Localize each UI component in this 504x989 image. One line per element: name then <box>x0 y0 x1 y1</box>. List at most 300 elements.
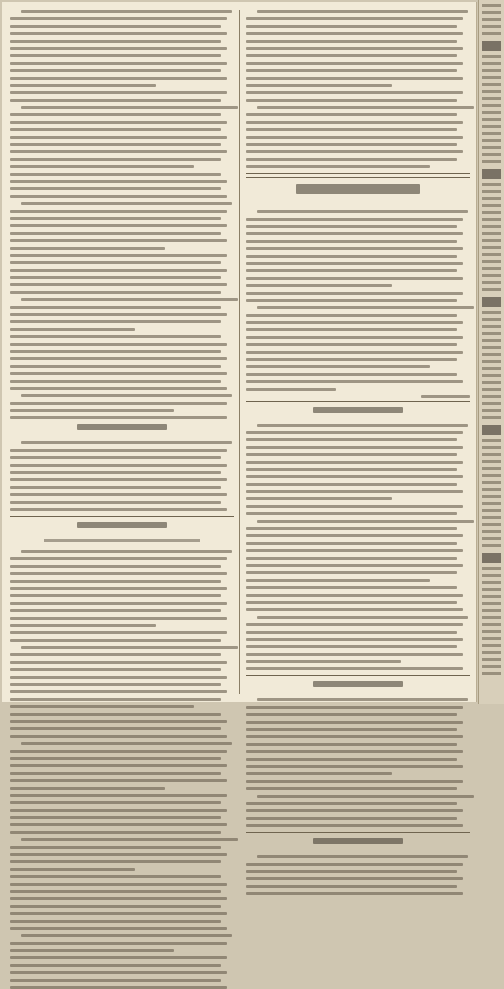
text-line <box>10 801 221 804</box>
text-line <box>246 232 463 235</box>
text-line <box>10 84 156 87</box>
text-line <box>246 255 457 258</box>
text-line <box>21 10 232 13</box>
text-line <box>10 291 221 294</box>
text-line <box>10 594 221 597</box>
text-line <box>246 54 457 57</box>
text-line <box>10 143 221 146</box>
adjacent-text-fragment <box>482 425 501 435</box>
text-line <box>246 863 463 866</box>
text-line <box>21 441 232 444</box>
text-line <box>10 47 227 50</box>
adjacent-text-fragment <box>482 502 501 505</box>
text-line <box>246 277 463 280</box>
text-line <box>246 780 463 783</box>
adjacent-text-fragment <box>482 523 501 526</box>
text-line <box>246 579 430 582</box>
adjacent-text-fragment <box>482 381 501 384</box>
adjacent-text-fragment <box>482 474 501 477</box>
text-line <box>246 247 463 250</box>
text-line <box>10 276 221 279</box>
adjacent-text-fragment <box>482 446 501 449</box>
text-line <box>10 328 135 331</box>
text-line <box>10 920 221 923</box>
adjacent-text-fragment <box>482 41 501 51</box>
text-line <box>246 262 463 265</box>
adjacent-text-fragment <box>482 346 501 349</box>
text-line <box>10 508 227 511</box>
text-line <box>246 534 463 537</box>
text-line <box>10 210 227 213</box>
article-text-block <box>10 550 234 989</box>
text-line <box>10 572 227 575</box>
article-text-block <box>246 855 470 895</box>
article-text-block <box>246 698 470 827</box>
text-line <box>246 380 463 383</box>
adjacent-text-fragment <box>482 97 501 100</box>
adjacent-text-fragment <box>482 416 501 419</box>
text-line <box>10 173 221 176</box>
text-line <box>246 269 457 272</box>
text-line <box>10 927 227 930</box>
text-line <box>10 580 221 583</box>
text-line <box>10 979 221 982</box>
adjacent-text-fragment <box>482 460 501 463</box>
text-line <box>246 586 457 589</box>
text-line <box>246 84 392 87</box>
adjacent-text-fragment <box>482 11 501 14</box>
text-line <box>246 735 463 738</box>
text-line <box>10 99 221 102</box>
text-line <box>10 306 221 309</box>
text-line <box>10 912 227 915</box>
heading-placeholder <box>313 838 403 844</box>
text-line <box>10 676 227 679</box>
adjacent-text-fragment <box>482 311 501 314</box>
adjacent-text-fragment <box>482 260 501 263</box>
section-heading-handel-und-verkehr <box>246 838 470 852</box>
text-line <box>10 365 221 368</box>
section-heading-telegraphische-depeschen <box>10 522 234 536</box>
text-line <box>10 128 221 131</box>
text-line <box>10 165 194 168</box>
text-line <box>10 40 221 43</box>
text-line <box>10 357 227 360</box>
text-line <box>246 564 463 567</box>
text-line <box>21 934 232 937</box>
adjacent-text-fragment <box>482 69 501 72</box>
adjacent-text-fragment <box>482 118 501 121</box>
text-line <box>10 136 227 139</box>
adjacent-text-fragment <box>482 160 501 163</box>
text-line <box>10 942 227 945</box>
adjacent-text-fragment <box>482 204 501 207</box>
adjacent-text-fragment <box>482 288 501 291</box>
text-line <box>257 520 474 523</box>
text-line <box>10 964 221 967</box>
column-rule <box>239 10 240 694</box>
text-line <box>246 497 392 500</box>
section-divider <box>246 832 470 833</box>
text-line <box>10 239 227 242</box>
text-line <box>10 261 221 264</box>
adjacent-text-fragment <box>482 297 501 307</box>
adjacent-text-fragment <box>482 395 501 398</box>
adjacent-page-text <box>479 4 504 675</box>
text-line <box>10 661 227 664</box>
adjacent-text-fragment <box>482 125 501 128</box>
text-line <box>246 453 457 456</box>
text-line <box>246 877 463 880</box>
section-divider <box>10 516 234 517</box>
text-line <box>246 165 430 168</box>
text-line <box>10 372 227 375</box>
adjacent-text-fragment <box>482 609 501 612</box>
text-line <box>246 601 457 604</box>
text-line <box>10 17 227 20</box>
adjacent-text-fragment <box>482 218 501 221</box>
text-line <box>257 306 474 309</box>
adjacent-text-fragment <box>482 658 501 661</box>
heading-placeholder <box>313 681 403 687</box>
article-text-block <box>10 441 234 511</box>
text-line <box>10 846 221 849</box>
text-line <box>257 424 468 427</box>
adjacent-text-fragment <box>482 467 501 470</box>
text-line <box>246 631 457 634</box>
text-line <box>246 438 457 441</box>
text-line <box>246 99 457 102</box>
text-line <box>246 461 463 464</box>
adjacent-text-fragment <box>482 25 501 28</box>
text-line <box>246 328 457 331</box>
adjacent-text-fragment <box>482 616 501 619</box>
text-line <box>10 180 227 183</box>
text-line <box>10 449 227 452</box>
section-subheading <box>10 539 234 547</box>
text-line <box>21 106 238 109</box>
text-line <box>10 631 227 634</box>
text-line <box>10 772 221 775</box>
text-line <box>257 106 474 109</box>
text-line <box>10 750 227 753</box>
adjacent-text-fragment <box>482 274 501 277</box>
text-line <box>10 224 227 227</box>
text-line <box>10 698 221 701</box>
text-line <box>10 380 221 383</box>
text-line <box>246 512 457 515</box>
section-divider <box>246 173 470 178</box>
text-line <box>246 240 457 243</box>
adjacent-text-fragment <box>482 644 501 647</box>
text-line <box>10 705 194 708</box>
text-line <box>10 283 227 286</box>
text-line <box>10 639 221 642</box>
text-line <box>10 557 227 560</box>
adjacent-text-fragment <box>482 516 501 519</box>
adjacent-text-fragment <box>482 190 501 193</box>
adjacent-text-fragment <box>482 630 501 633</box>
text-line <box>10 62 227 65</box>
text-line <box>21 202 232 205</box>
text-line <box>246 787 457 790</box>
adjacent-text-fragment <box>482 62 501 65</box>
section-heading-literarisches <box>246 681 470 695</box>
adjacent-text-fragment <box>482 402 501 405</box>
adjacent-text-fragment <box>482 581 501 584</box>
text-line <box>10 158 221 161</box>
adjacent-text-fragment <box>482 55 501 58</box>
text-line <box>10 350 221 353</box>
text-line <box>10 25 221 28</box>
adjacent-text-fragment <box>482 665 501 668</box>
adjacent-text-fragment <box>482 553 501 563</box>
article-text-block <box>246 424 470 671</box>
section-divider <box>246 401 470 402</box>
adjacent-text-fragment <box>482 232 501 235</box>
text-line <box>10 883 227 886</box>
text-line <box>246 351 463 354</box>
text-line <box>246 623 463 626</box>
adjacent-text-fragment <box>482 4 501 7</box>
text-line <box>10 91 227 94</box>
text-line <box>246 113 457 116</box>
text-line <box>246 505 463 508</box>
adjacent-text-fragment <box>482 239 501 242</box>
adjacent-text-fragment <box>482 544 501 547</box>
text-line <box>246 490 463 493</box>
article-text-block <box>10 10 234 419</box>
adjacent-text-fragment <box>482 325 501 328</box>
text-line <box>246 373 457 376</box>
text-line <box>257 855 468 858</box>
text-line <box>246 527 457 530</box>
text-line <box>246 468 457 471</box>
text-line <box>246 47 463 50</box>
text-line <box>10 690 227 693</box>
adjacent-text-fragment <box>482 139 501 142</box>
text-line <box>10 456 221 459</box>
text-line <box>246 150 463 153</box>
text-line <box>246 365 430 368</box>
adjacent-text-fragment <box>482 637 501 640</box>
text-line <box>21 838 238 841</box>
text-line <box>246 885 457 888</box>
text-line <box>246 809 463 812</box>
text-line <box>246 483 457 486</box>
text-line <box>246 557 457 560</box>
adjacent-text-fragment <box>482 388 501 391</box>
text-line <box>10 187 221 190</box>
text-line <box>10 831 221 834</box>
adjacent-text-fragment <box>482 339 501 342</box>
text-line <box>246 817 457 820</box>
article-text-block <box>246 10 470 168</box>
text-line <box>246 653 463 656</box>
text-line <box>246 549 463 552</box>
text-line <box>10 764 227 767</box>
adjacent-text-fragment <box>482 651 501 654</box>
text-line <box>10 949 174 952</box>
text-line <box>10 121 227 124</box>
text-line <box>246 299 457 302</box>
text-line <box>10 875 221 878</box>
text-line <box>10 757 221 760</box>
heading-placeholder <box>313 407 403 413</box>
text-line <box>246 136 463 139</box>
adjacent-text-fragment <box>482 374 501 377</box>
text-line <box>246 446 463 449</box>
adjacent-text-fragment <box>482 367 501 370</box>
text-line <box>257 210 468 213</box>
adjacent-text-fragment <box>482 281 501 284</box>
text-line <box>246 91 463 94</box>
text-line <box>10 668 221 671</box>
text-line <box>10 617 227 620</box>
text-line <box>10 897 227 900</box>
text-line <box>10 602 227 605</box>
section-heading-tuerkei <box>10 424 234 438</box>
text-line <box>246 743 457 746</box>
adjacent-text-fragment <box>482 537 501 540</box>
text-line <box>246 40 457 43</box>
text-line <box>10 416 227 419</box>
text-line <box>246 824 463 827</box>
text-line <box>246 638 463 641</box>
adjacent-text-fragment <box>482 409 501 412</box>
text-line <box>10 727 221 730</box>
section-heading-vermischtes <box>246 407 470 421</box>
text-line <box>246 336 463 339</box>
adjacent-text-fragment <box>482 183 501 186</box>
adjacent-text-fragment <box>482 495 501 498</box>
text-line <box>10 905 221 908</box>
text-line <box>10 150 227 153</box>
adjacent-text-fragment <box>482 267 501 270</box>
text-line <box>10 69 221 72</box>
text-line <box>246 660 401 663</box>
adjacent-page-edge <box>478 0 504 704</box>
text-line <box>246 218 463 221</box>
text-line <box>246 758 457 761</box>
adjacent-text-fragment <box>482 253 501 256</box>
text-line <box>10 653 221 656</box>
heading-placeholder <box>77 424 167 430</box>
text-line <box>246 17 463 20</box>
heading-placeholder <box>296 184 419 194</box>
text-line <box>10 493 227 496</box>
text-line <box>10 335 221 338</box>
text-line <box>246 728 457 731</box>
adjacent-text-fragment <box>482 588 501 591</box>
text-line <box>246 62 463 65</box>
text-line <box>10 471 221 474</box>
text-line <box>246 750 463 753</box>
text-line <box>246 143 457 146</box>
subheading-placeholder <box>44 539 201 542</box>
heading-placeholder <box>77 522 167 528</box>
text-line <box>10 823 227 826</box>
text-line <box>257 616 468 619</box>
article-text-block <box>246 210 470 383</box>
text-line <box>246 802 457 805</box>
text-line <box>246 721 463 724</box>
text-line <box>10 809 227 812</box>
text-line <box>10 853 227 856</box>
text-line <box>10 486 221 489</box>
text-line <box>246 314 457 317</box>
text-line <box>246 25 457 28</box>
text-line <box>10 402 227 405</box>
text-line <box>10 735 227 738</box>
adjacent-text-fragment <box>482 111 501 114</box>
adjacent-text-fragment <box>482 439 501 442</box>
text-line <box>10 247 165 250</box>
text-line <box>10 565 221 568</box>
text-line <box>21 298 238 301</box>
text-line <box>10 409 174 412</box>
text-line <box>10 713 221 716</box>
text-line <box>246 292 463 295</box>
adjacent-text-fragment <box>482 169 501 179</box>
text-line <box>246 713 457 716</box>
adjacent-text-fragment <box>482 567 501 570</box>
text-line <box>246 431 463 434</box>
text-line <box>10 320 221 323</box>
adjacent-text-fragment <box>482 225 501 228</box>
dateline-and-signature <box>246 388 470 396</box>
text-line <box>10 464 227 467</box>
text-line <box>10 816 221 819</box>
adjacent-text-fragment <box>482 595 501 598</box>
text-line <box>246 645 457 648</box>
text-line <box>21 646 238 649</box>
text-line <box>10 587 227 590</box>
text-line <box>10 720 227 723</box>
text-line <box>10 971 227 974</box>
text-line <box>10 217 221 220</box>
text-line <box>10 868 135 871</box>
text-line <box>10 113 221 116</box>
text-line <box>246 571 457 574</box>
text-line <box>246 158 457 161</box>
adjacent-text-fragment <box>482 623 501 626</box>
text-line <box>10 232 221 235</box>
adjacent-text-fragment <box>482 90 501 93</box>
text-line <box>257 795 474 798</box>
text-line <box>10 343 227 346</box>
adjacent-text-fragment <box>482 104 501 107</box>
text-line <box>246 765 463 768</box>
text-line <box>246 343 457 346</box>
text-line <box>246 870 457 873</box>
text-line <box>10 269 227 272</box>
text-line <box>10 32 227 35</box>
adjacent-text-fragment <box>482 246 501 249</box>
adjacent-text-fragment <box>482 211 501 214</box>
adjacent-text-fragment <box>482 197 501 200</box>
adjacent-text-fragment <box>482 360 501 363</box>
text-line <box>10 956 227 959</box>
text-line <box>10 779 227 782</box>
adjacent-text-fragment <box>482 672 501 675</box>
text-line <box>10 860 221 863</box>
adjacent-text-fragment <box>482 509 501 512</box>
text-line <box>10 77 227 80</box>
text-line <box>10 478 227 481</box>
text-line <box>246 77 463 80</box>
adjacent-text-fragment <box>482 76 501 79</box>
